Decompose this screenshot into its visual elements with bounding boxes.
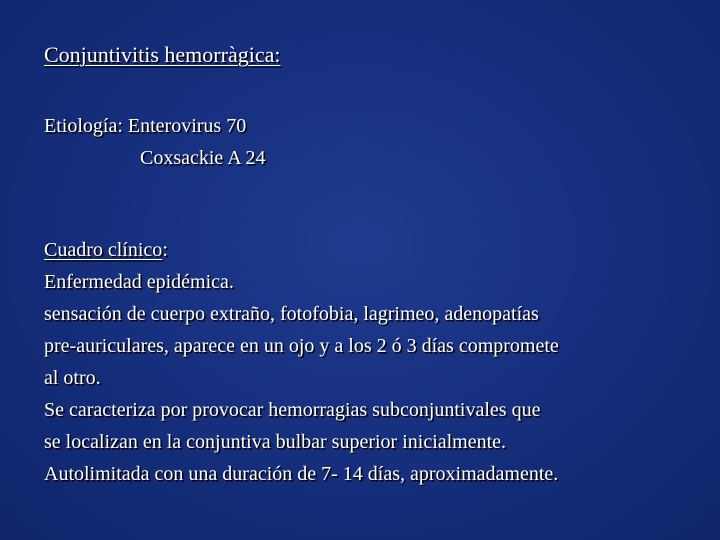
etiology-second-line: Coxsackie A 24 [140,147,266,169]
clinical-line: se localizan en la conjuntiva bulbar superior inicialmente. [44,431,507,453]
clinical-line: pre-auriculares, aparece en un ojo y a los 2 ó 3 días compromete [44,335,559,357]
clinical-heading: Cuadro clínico [44,239,163,261]
clinical-section [44,234,559,490]
clinical-line: Enfermedad epidémica. [44,271,234,293]
slide-title: Conjuntivitis hemorràgica: [44,42,281,67]
clinical-line: al otro. [44,367,101,389]
clinical-heading-line [44,234,559,266]
clinical-line: Se caracteriza por provocar hemorragias subconjuntivales que [44,399,541,421]
clinical-line: Autolimitada con una duración de 7- 14 días, aproximadamente. [44,463,559,485]
etiology-line: Etiología: Enterovirus 70 [44,115,247,137]
clinical-heading-colon: : [162,239,168,261]
clinical-line: sensación de cuerpo extraño, fotofobia, lagrimeo, adenopatías [44,303,539,325]
